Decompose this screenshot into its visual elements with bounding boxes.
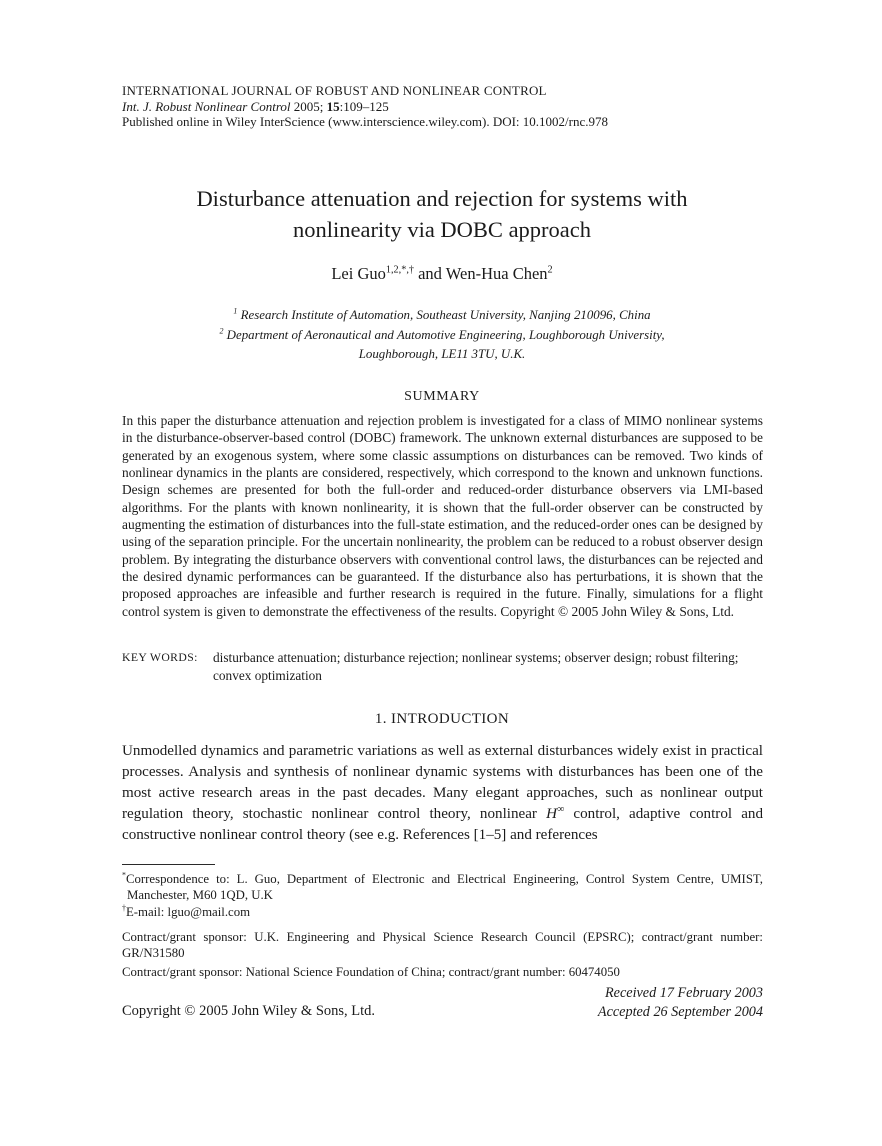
citation-pages: :109–125 <box>339 98 389 114</box>
author-2-superscript: 2 <box>547 264 553 276</box>
affiliation-line-3 <box>121 345 763 365</box>
author-separator: and <box>413 264 446 283</box>
correspondence-text: Correspondence to: L. Guo, Department of Electronic and Electrical Engineering, Control System Centre, UMIST, Manchester, M60 1QD, U.K <box>125 872 763 903</box>
affiliation-line-1 <box>121 306 763 326</box>
correspondence-note <box>122 871 763 904</box>
published-online-doi-line: Published online in Wiley InterScience (www.interscience.wiley.com). DOI: 10.1002/rnc.978 <box>122 114 609 130</box>
paper-title <box>121 184 763 245</box>
received-accepted-dates <box>443 984 763 1022</box>
journal-citation <box>122 99 764 115</box>
affiliation-1-mark: 1 <box>233 306 238 316</box>
grant-notes <box>122 929 763 981</box>
affiliation-3-text: Loughborough, LE11 3TU, U.K. <box>358 347 526 361</box>
affiliation-1-text: Research Institute of Automation, Southeast University, Nanjing 210096, China <box>237 308 651 322</box>
citation-volume: 15 <box>326 98 340 114</box>
summary-heading: SUMMARY <box>404 389 480 404</box>
author-1-name: Lei Guo <box>331 264 386 283</box>
keywords-text: disturbance attenuation; disturbance rejection; nonlinear systems; observer design; robust filtering; convex optimization <box>213 650 739 683</box>
received-date: Received 17 February 2003 <box>605 985 763 1001</box>
author-2-name: Wen-Hua Chen <box>445 264 548 283</box>
affiliation-2-mark: 2 <box>219 326 224 336</box>
copyright-notice: Copyright © 2005 John Wiley & Sons, Ltd. <box>122 1003 376 1019</box>
author-1-superscript: 1,2,*,† <box>385 264 414 276</box>
grant-note-nsfc: Contract/grant sponsor: National Science Foundation of China; contract/grant number: 60474050 <box>122 965 620 980</box>
journal-header <box>122 83 764 130</box>
affiliations <box>121 306 763 365</box>
math-h-infinity-symbol: H <box>546 806 557 822</box>
keywords-label: KEY WORDS: <box>122 651 198 664</box>
introduction-text-part1: Unmodelled dynamics and parametric variations as well as external disturbances widely exist in practical processes. Analysis and synthesis of nonlinear dynamic systems with disturbances has been one of the most active research areas in the past decades. Many elegant approaches, such as nonlinear output regulation theory, stochastic nonlinear control theory, nonlinear <box>122 743 763 822</box>
affiliation-2-text: Department of Aeronautical and Automotive Engineering, Loughborough University, <box>223 327 665 342</box>
citation-journal-title: Int. J. Robust Nonlinear Control <box>122 98 291 114</box>
section-heading-introduction: 1. INTRODUCTION <box>374 711 510 727</box>
abstract-text: In this paper the disturbance attenuation and rejection problem is investigated for a class of MIMO nonlinear systems in the disturbance-observer-based control (DOBC) framework. The unknown external disturbances are supposed to be generated by an exogenous system, where some classic assumptions on disturbances can be removed. Two kinds of nonlinear dynamics in the plants are considered, respectively, which correspond to the known and unknown functions. Design schemes are presented for both the full-order and reduced-order disturbance observers via LMI-based algorithms. For the plants with known nonlinearity, it is shown that the full-order observer can be constructed by augmenting the estimation of disturbances into the full-state estimation, and the reduced-order ones can be designed by using of the separation principle. For the uncertain nonlinearity, the problem can be reduced to a robust observer design problem. By integrating the disturbance observers with conventional control laws, the disturbances can be rejected and the desired dynamic performances can be guaranteed. If the disturbance also has perturbations, it is shown that the proposed approaches are infeasible and further research is required in the future. Finally, simulations for a flight control system is given to demonstrate the effectiveness of the results. Copyright © 2005 John Wiley & Sons, Ltd. <box>122 413 763 619</box>
footnotes <box>122 871 763 981</box>
footnote-divider <box>122 864 215 865</box>
introduction-text-part2: control, adaptive control and constructive nonlinear control theory (see e.g. References [1–5] and references <box>122 806 763 843</box>
email-note <box>122 904 763 920</box>
email-text: E-mail: lguo@mail.com <box>125 904 251 919</box>
introduction-paragraph <box>122 741 763 846</box>
affiliation-line-2 <box>121 326 763 346</box>
correspondence-asterisk-mark: * <box>122 870 126 880</box>
email-dagger-mark: † <box>122 903 126 913</box>
accepted-date: Accepted 26 September 2004 <box>597 1004 763 1020</box>
grant-note-epsrc: Contract/grant sponsor: U.K. Engineering and Physical Science Research Council (EPSRC); contract/grant number: GR/N31580 <box>122 929 763 961</box>
math-infinity-superscript: ∞ <box>556 803 565 815</box>
journal-name: INTERNATIONAL JOURNAL OF ROBUST AND NONLINEAR CONTROL <box>122 83 547 98</box>
paper-title-line1: Disturbance attenuation and rejection for systems with <box>196 186 688 211</box>
keywords-block <box>122 649 763 684</box>
author-line <box>121 264 763 284</box>
citation-year: 2005; <box>290 98 327 114</box>
paper-title-line2: nonlinearity via DOBC approach <box>292 216 592 242</box>
